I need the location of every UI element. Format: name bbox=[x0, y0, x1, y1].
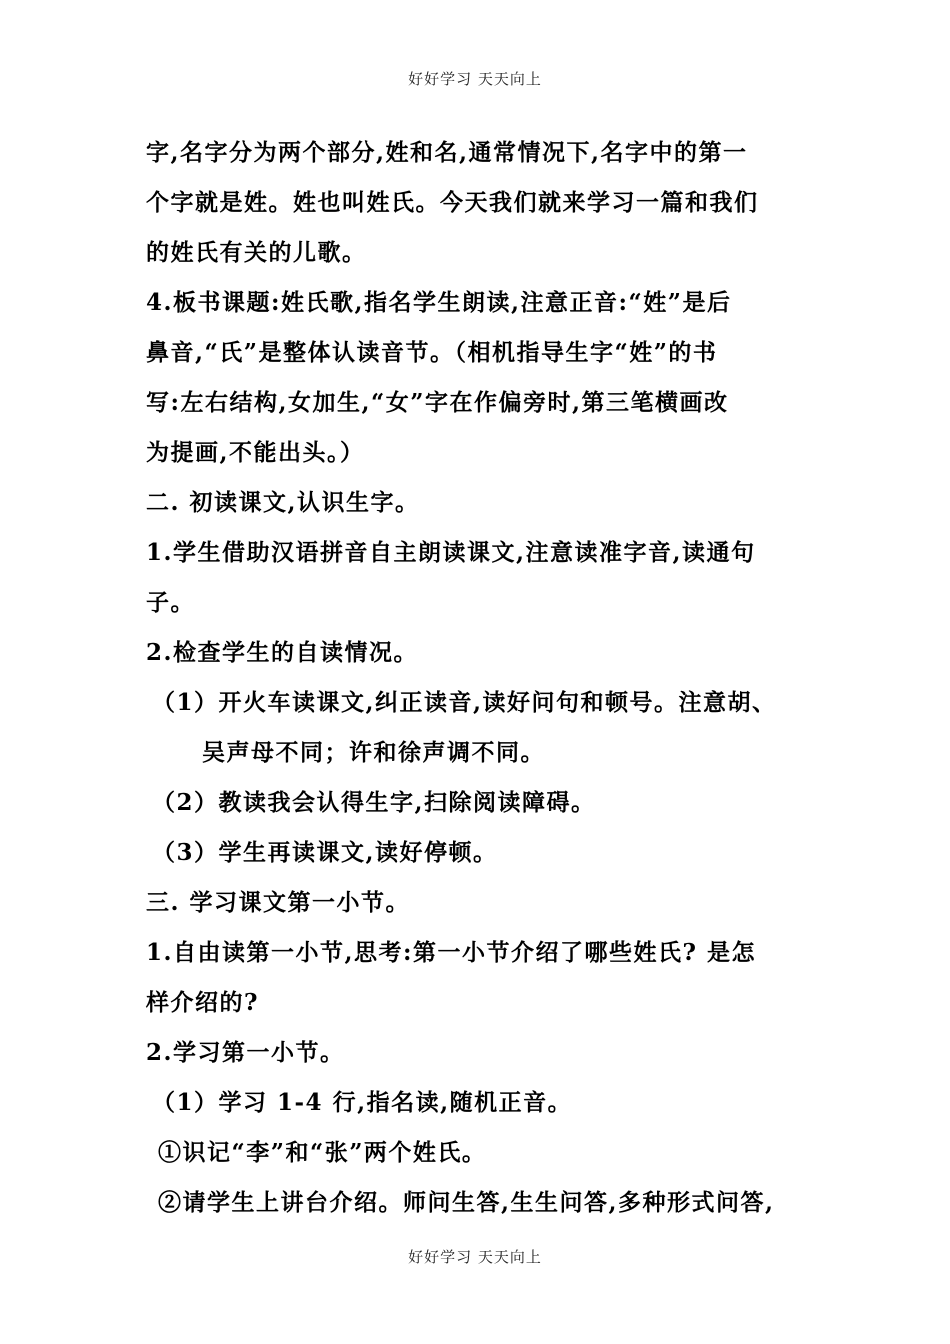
sub-item-line: （1）学习 1-4 行,指名读,随机正音。 bbox=[152, 1089, 573, 1116]
circled-item-line: ①识记“李”和“张”两个姓氏。 bbox=[158, 1139, 487, 1166]
text-line: 2.检查学生的自读情况。 bbox=[146, 639, 419, 666]
section-heading: 三. 学习课文第一小节。 bbox=[146, 889, 411, 916]
text-line: 字,名字分为两个部分,姓和名,通常情况下,名字中的第一 bbox=[146, 139, 748, 166]
page-header: 好好学习 天天向上 bbox=[408, 70, 542, 88]
text-line: 样介绍的? bbox=[146, 989, 259, 1016]
text-line: 4.板书课题:姓氏歌,指名学生朗读,注意正音:“姓”是后 bbox=[146, 289, 732, 316]
text-line: 个字就是姓。姓也叫姓氏。今天我们就来学习一篇和我们 bbox=[146, 189, 759, 216]
sub-item-line: （3）学生再读课文,读好停顿。 bbox=[152, 839, 498, 866]
text-line: 2.学习第一小节。 bbox=[146, 1039, 345, 1066]
text-line: 鼻音,“氏”是整体认读音节。（相机指导生字“姓”的书 bbox=[146, 339, 718, 366]
circled-item-line: ②请学生上讲台介绍。师问生答,生生问答,多种形式问答, bbox=[158, 1189, 775, 1216]
sub-item-continuation: 吴声母不同；许和徐声调不同。 bbox=[202, 739, 545, 766]
sub-item-line: （1）开火车读课文,纠正读音,读好问句和顿号。注意胡、 bbox=[152, 689, 777, 716]
text-line: 子。 bbox=[146, 589, 195, 616]
text-line: 1.学生借助汉语拼音自主朗读课文,注意读准字音,读通句 bbox=[146, 539, 756, 566]
page-footer: 好好学习 天天向上 bbox=[408, 1248, 542, 1266]
document-body bbox=[146, 128, 826, 1228]
text-line: 写:左右结构,女加生,“女”字在作偏旁时,第三笔横画改 bbox=[146, 389, 729, 416]
sub-item-line: （2）教读我会认得生字,扫除阅读障碍。 bbox=[152, 789, 596, 816]
text-line: 1.自由读第一小节,思考:第一小节介绍了哪些姓氏? 是怎 bbox=[146, 939, 756, 966]
text-line: 的姓氏有关的儿歌。 bbox=[146, 239, 367, 266]
text-line: 为提画,不能出头。） bbox=[146, 439, 365, 466]
section-heading: 二. 初读课文,认识生字。 bbox=[146, 489, 420, 516]
